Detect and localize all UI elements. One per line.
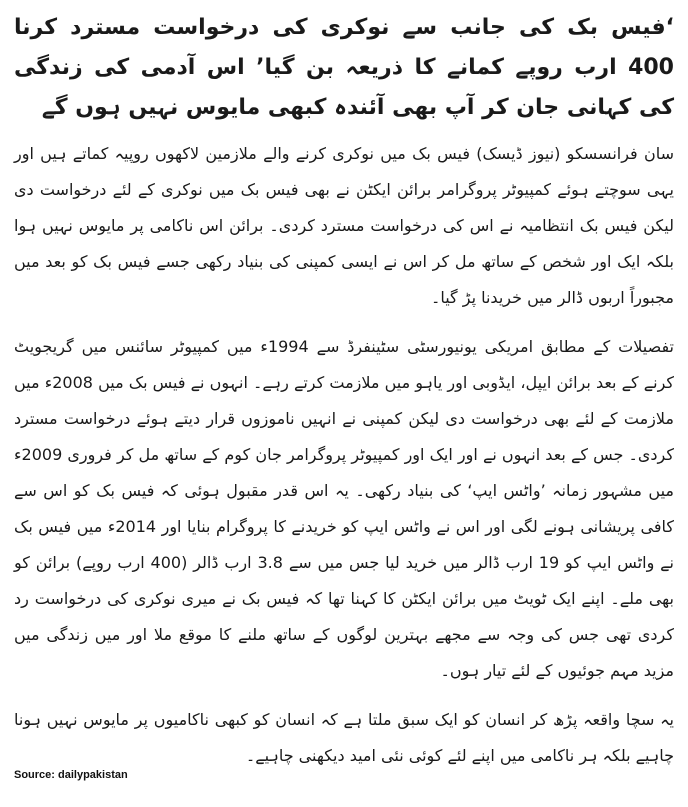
article-paragraph: یہ سچا واقعہ پڑھ کر انسان کو ایک سبق ملتا ہے کہ انسان کو کبھی ناکامیوں پر مایوس نہیں ہونا چاہیے بلکہ ہر ناکامی میں اپنے لئے کوئی نئی امید دیکھنی چاہیے۔ xyxy=(14,710,674,765)
article-headline: ‘فیس بک کی جانب سے نوکری کی درخواست مسترد کرنا 400 ارب روپے کمانے کا ذریعہ بن گیا’ اس آدمی کی زندگی کی کہانی جان کر آپ بھی آئندہ کبھی مایوس نہیں ہوں گے xyxy=(14,15,674,120)
source-credit: Source: dailypakistan xyxy=(14,769,128,781)
article-paragraph: تفصیلات کے مطابق امریکی یونیورسٹی سٹینفرڈ سے 1994ء میں کمپیوٹر سائنس میں گریجویٹ کرنے کے بعد برائن ایپل، ایڈوبی اور یاہو میں ملازمت کرتے رہے۔ انہوں نے فیس بک میں 2008ء میں ملازمت کے لئے بھی درخواست دی لیکن کمپنی نے انہیں ناموزوں قرار دیتے ہوئے درخواست مسترد کردی۔ جس کے بعد انہوں نے اور ایک اور کمپیوٹر پروگرامر جان کوم کے ساتھ مل کر فروری 2009ء میں مشہور زمانہ ’واٹس ایپ‘ کی بنیاد رکھی۔ یہ اس قدر مقبول ہوئی کہ فیس بک کو اس سے کافی پریشانی ہونے لگی اور اس نے واٹس ایپ کو خریدنے کا پروگرام بنایا اور 2014ء میں فیس بک نے واٹس ایپ کو 19 ارب ڈالر میں خرید لیا جس میں سے 3.8 ارب ڈالر (400 ارب روپے) برائن کو بھی ملے۔ اپنے ایک ٹویٹ میں برائن ایکٹن کا کہنا تھا کہ فیس بک نے میری نوکری کی درخواست رد کردی تھی جس کی وجہ سے مجھے بہترین لوگوں کے ساتھ ملنے کا موقع ملا اور میں زندگی میں مزید مہم جوئیوں کے لئے تیار ہوں۔ xyxy=(14,337,675,680)
article-paragraph: سان فرانسسکو (نیوز ڈیسک) فیس بک میں نوکری کرنے والے ملازمین لاکھوں روپیہ کماتے ہیں اور یہی سوچتے ہوئے کمپیوٹر پروگرامر برائن ایکٹن نے بھی فیس بک میں نوکری کے لئے درخواست دی لیکن فیس بک انتظامیہ نے اس کی درخواست مسترد کردی۔ برائن اس ناکامی پر مایوس نہیں ہوا بلکہ ایک اور شخص کے ساتھ مل کر اس نے ایسی کمپنی کی بنیاد رکھی جسے فیس بک کو بعد میں مجبوراً اربوں ڈالر میں خریدنا پڑ گیا۔ xyxy=(14,144,674,307)
